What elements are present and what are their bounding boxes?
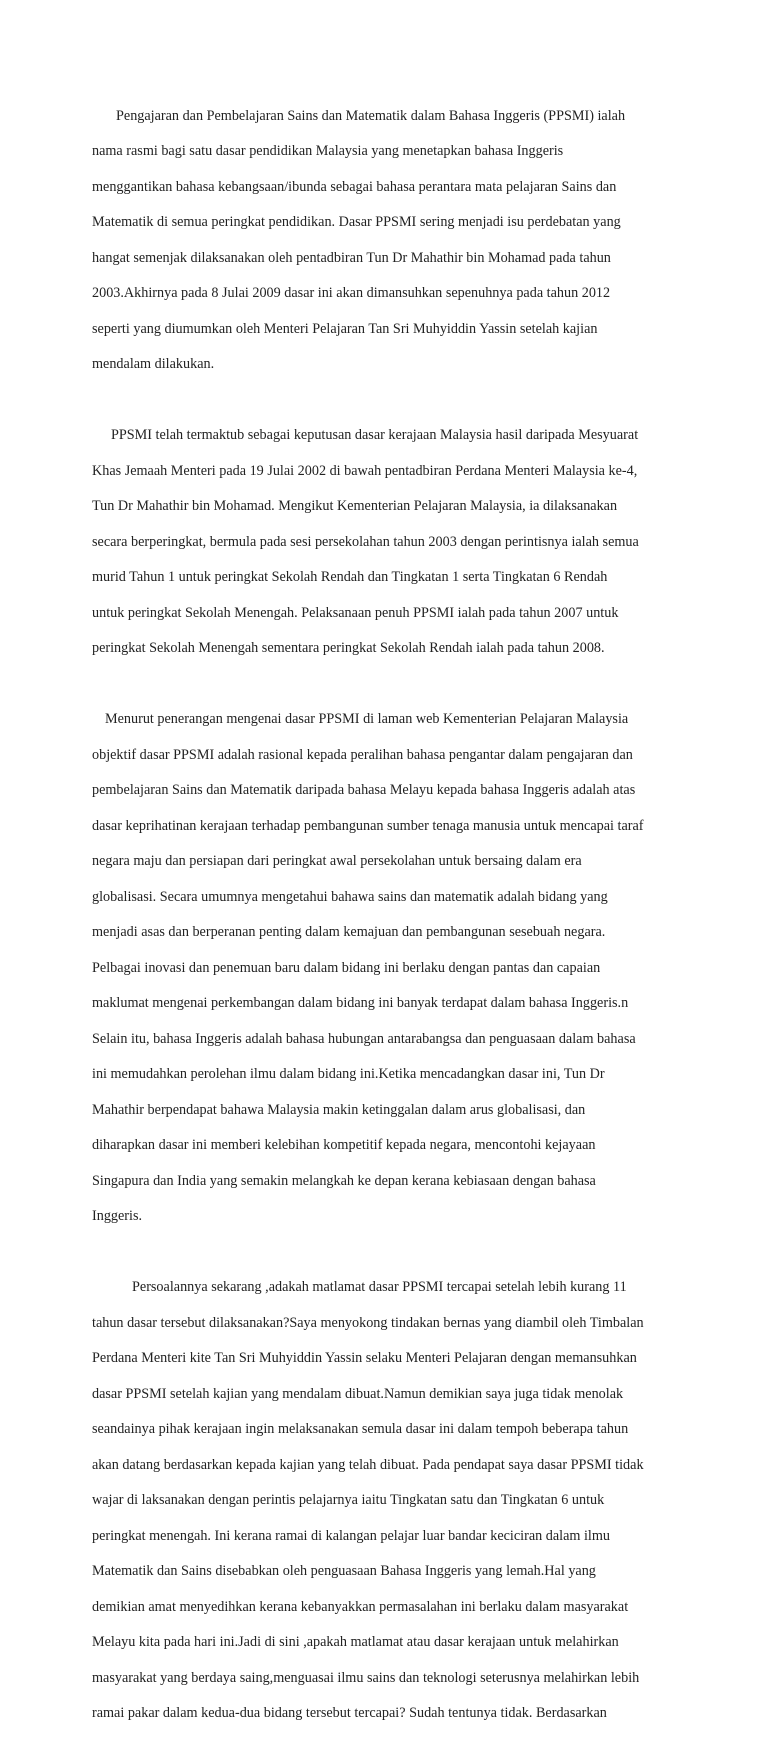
text-line: Mahathir berpendapat bahawa Malaysia makin ketinggalan dalam arus globalisasi, dan bbox=[92, 1101, 586, 1118]
text-line: Tun Dr Mahathir bin Mohamad. Mengikut Kementerian Pelajaran Malaysia, ia dilaksanakan bbox=[92, 498, 618, 515]
text-line: pembelajaran Sains dan Matematik daripada bahasa Melayu kepada bahasa Inggeris adalah atas bbox=[92, 782, 636, 799]
text-line: menggantikan bahasa kebangsaan/ibunda sebagai bahasa perantara mata pelajaran Sains dan bbox=[92, 178, 617, 195]
text-line: masyarakat yang berdaya saing,menguasai ilmu sains dan teknologi seterusnya melahirkan lebih bbox=[92, 1669, 640, 1686]
paragraph-1 bbox=[92, 90, 672, 392]
text-line: dasar keprihatinan kerajaan terhadap pembangunan sumber tenaga manusia untuk mencapai taraf bbox=[92, 817, 644, 834]
text-line: Melayu kita pada hari ini.Jadi di sini ,apakah matlamat atau dasar kerajaan untuk melahirkan bbox=[92, 1634, 619, 1651]
text-line: tahun dasar tersebut dilaksanakan?Saya menyokong tindakan bernas yang diambil oleh Timbalan bbox=[92, 1314, 644, 1331]
text-line: murid Tahun 1 untuk peringkat Sekolah Rendah dan Tingkatan 1 serta Tingkatan 6 Rendah bbox=[92, 569, 608, 586]
text-line: dasar PPSMI setelah kajian yang mendalam dibuat.Namun demikian saya juga tidak menolak bbox=[92, 1385, 624, 1402]
text-line: Pelbagai inovasi dan penemuan baru dalam bidang ini berlaku dengan pantas dan capaian bbox=[92, 959, 601, 976]
text-line: diharapkan dasar ini memberi kelebihan kompetitif kepada negara, mencontohi kejayaan bbox=[92, 1137, 596, 1154]
text-line: hangat semenjak dilaksanakan oleh pentadbiran Tun Dr Mahathir bin Mohamad pada tahun bbox=[92, 249, 611, 266]
text-line: Matematik dan Sains disebabkan oleh penguasaan Bahasa Inggeris yang lemah.Hal yang bbox=[92, 1563, 596, 1580]
text-line: akan datang berdasarkan kepada kajian yang telah dibuat. Pada pendapat saya dasar PPSMI tidak bbox=[92, 1456, 644, 1473]
text-line: Khas Jemaah Menteri pada 19 Julai 2002 di bawah pentadbiran Perdana Menteri Malaysia ke-4, bbox=[92, 462, 638, 479]
text-line: mendalam dilakukan. bbox=[92, 356, 215, 373]
paragraph-3 bbox=[92, 694, 672, 1244]
document-page bbox=[92, 90, 672, 1759]
text-line: peringkat Sekolah Menengah sementara peringkat Sekolah Rendah ialah pada tahun 2008. bbox=[92, 640, 605, 657]
text-line: untuk peringkat Sekolah Menengah. Pelaksanaan penuh PPSMI ialah pada tahun 2007 untuk bbox=[92, 604, 619, 621]
text-line: Inggeris. bbox=[92, 1208, 143, 1225]
text-line: wajar di laksanakan dengan perintis pelajarnya iaitu Tingkatan satu dan Tingkatan 6 untuk bbox=[92, 1492, 605, 1509]
text-line: nama rasmi bagi satu dasar pendidikan Malaysia yang menetapkan bahasa Inggeris bbox=[92, 143, 564, 160]
text-line: Matematik di semua peringkat pendidikan. Dasar PPSMI sering menjadi isu perdebatan yang bbox=[92, 214, 621, 231]
text-line: ini memudahkan perolehan ilmu dalam bidang ini.Ketika mencadangkan dasar ini, Tun Dr bbox=[92, 1066, 605, 1083]
text-line: ramai pakar dalam kedua-dua bidang tersebut tercapai? Sudah tentunya tidak. Berdasarkan bbox=[92, 1705, 607, 1722]
text-line: Pengajaran dan Pembelajaran Sains dan Matematik dalam Bahasa Inggeris (PPSMI) ialah bbox=[116, 107, 626, 124]
paragraph-4 bbox=[92, 1262, 672, 1741]
text-line: seandainya pihak kerajaan ingin melaksanakan semula dasar ini dalam tempoh beberapa tahun bbox=[92, 1421, 629, 1438]
text-line: Perdana Menteri kite Tan Sri Muhyiddin Yassin selaku Menteri Pelajaran dengan memansuhkan bbox=[92, 1350, 637, 1367]
text-line: globalisasi. Secara umumnya mengetahui bahawa sains dan matematik adalah bidang yang bbox=[92, 888, 608, 905]
text-line: Selain itu, bahasa Inggeris adalah bahasa hubungan antarabangsa dan penguasaan dalam bahasa bbox=[92, 1030, 636, 1047]
text-line: menjadi asas dan berperanan penting dalam kemajuan dan pembangunan sesebuah negara. bbox=[92, 924, 606, 941]
text-line: maklumat mengenai perkembangan dalam bidang ini banyak terdapat dalam bahasa Inggeris.n bbox=[92, 995, 629, 1012]
text-line: seperti yang diumumkan oleh Menteri Pelajaran Tan Sri Muhyiddin Yassin setelah kajian bbox=[92, 320, 598, 337]
text-line: demikian amat menyedihkan kerana kebanyakkan permasalahan ini berlaku dalam masyarakat bbox=[92, 1598, 629, 1615]
text-line: objektif dasar PPSMI adalah rasional kepada peralihan bahasa pengantar dalam pengajaran dan bbox=[92, 746, 633, 763]
text-line: Menurut penerangan mengenai dasar PPSMI di laman web Kementerian Pelajaran Malaysia bbox=[105, 711, 629, 728]
text-line: 2003.Akhirnya pada 8 Julai 2009 dasar ini akan dimansuhkan sepenuhnya pada tahun 2012 bbox=[92, 285, 611, 302]
text-line: Singapura dan India yang semakin melangkah ke depan kerana kebiasaan dengan bahasa bbox=[92, 1172, 596, 1189]
paragraph-2 bbox=[92, 410, 672, 676]
text-line: PPSMI telah termaktub sebagai keputusan dasar kerajaan Malaysia hasil daripada Mesyuarat bbox=[111, 427, 639, 444]
text-line: secara berperingkat, bermula pada sesi persekolahan tahun 2003 dengan perintisnya ialah semua bbox=[92, 533, 639, 550]
text-line: Persoalannya sekarang ,adakah matlamat dasar PPSMI tercapai setelah lebih kurang 11 bbox=[132, 1279, 627, 1296]
text-line: peringkat menengah. Ini kerana ramai di kalangan pelajar luar bandar keciciran dalam ilmu bbox=[92, 1527, 611, 1544]
text-line: negara maju dan persiapan dari peringkat awal persekolahan untuk bersaing dalam era bbox=[92, 853, 582, 870]
